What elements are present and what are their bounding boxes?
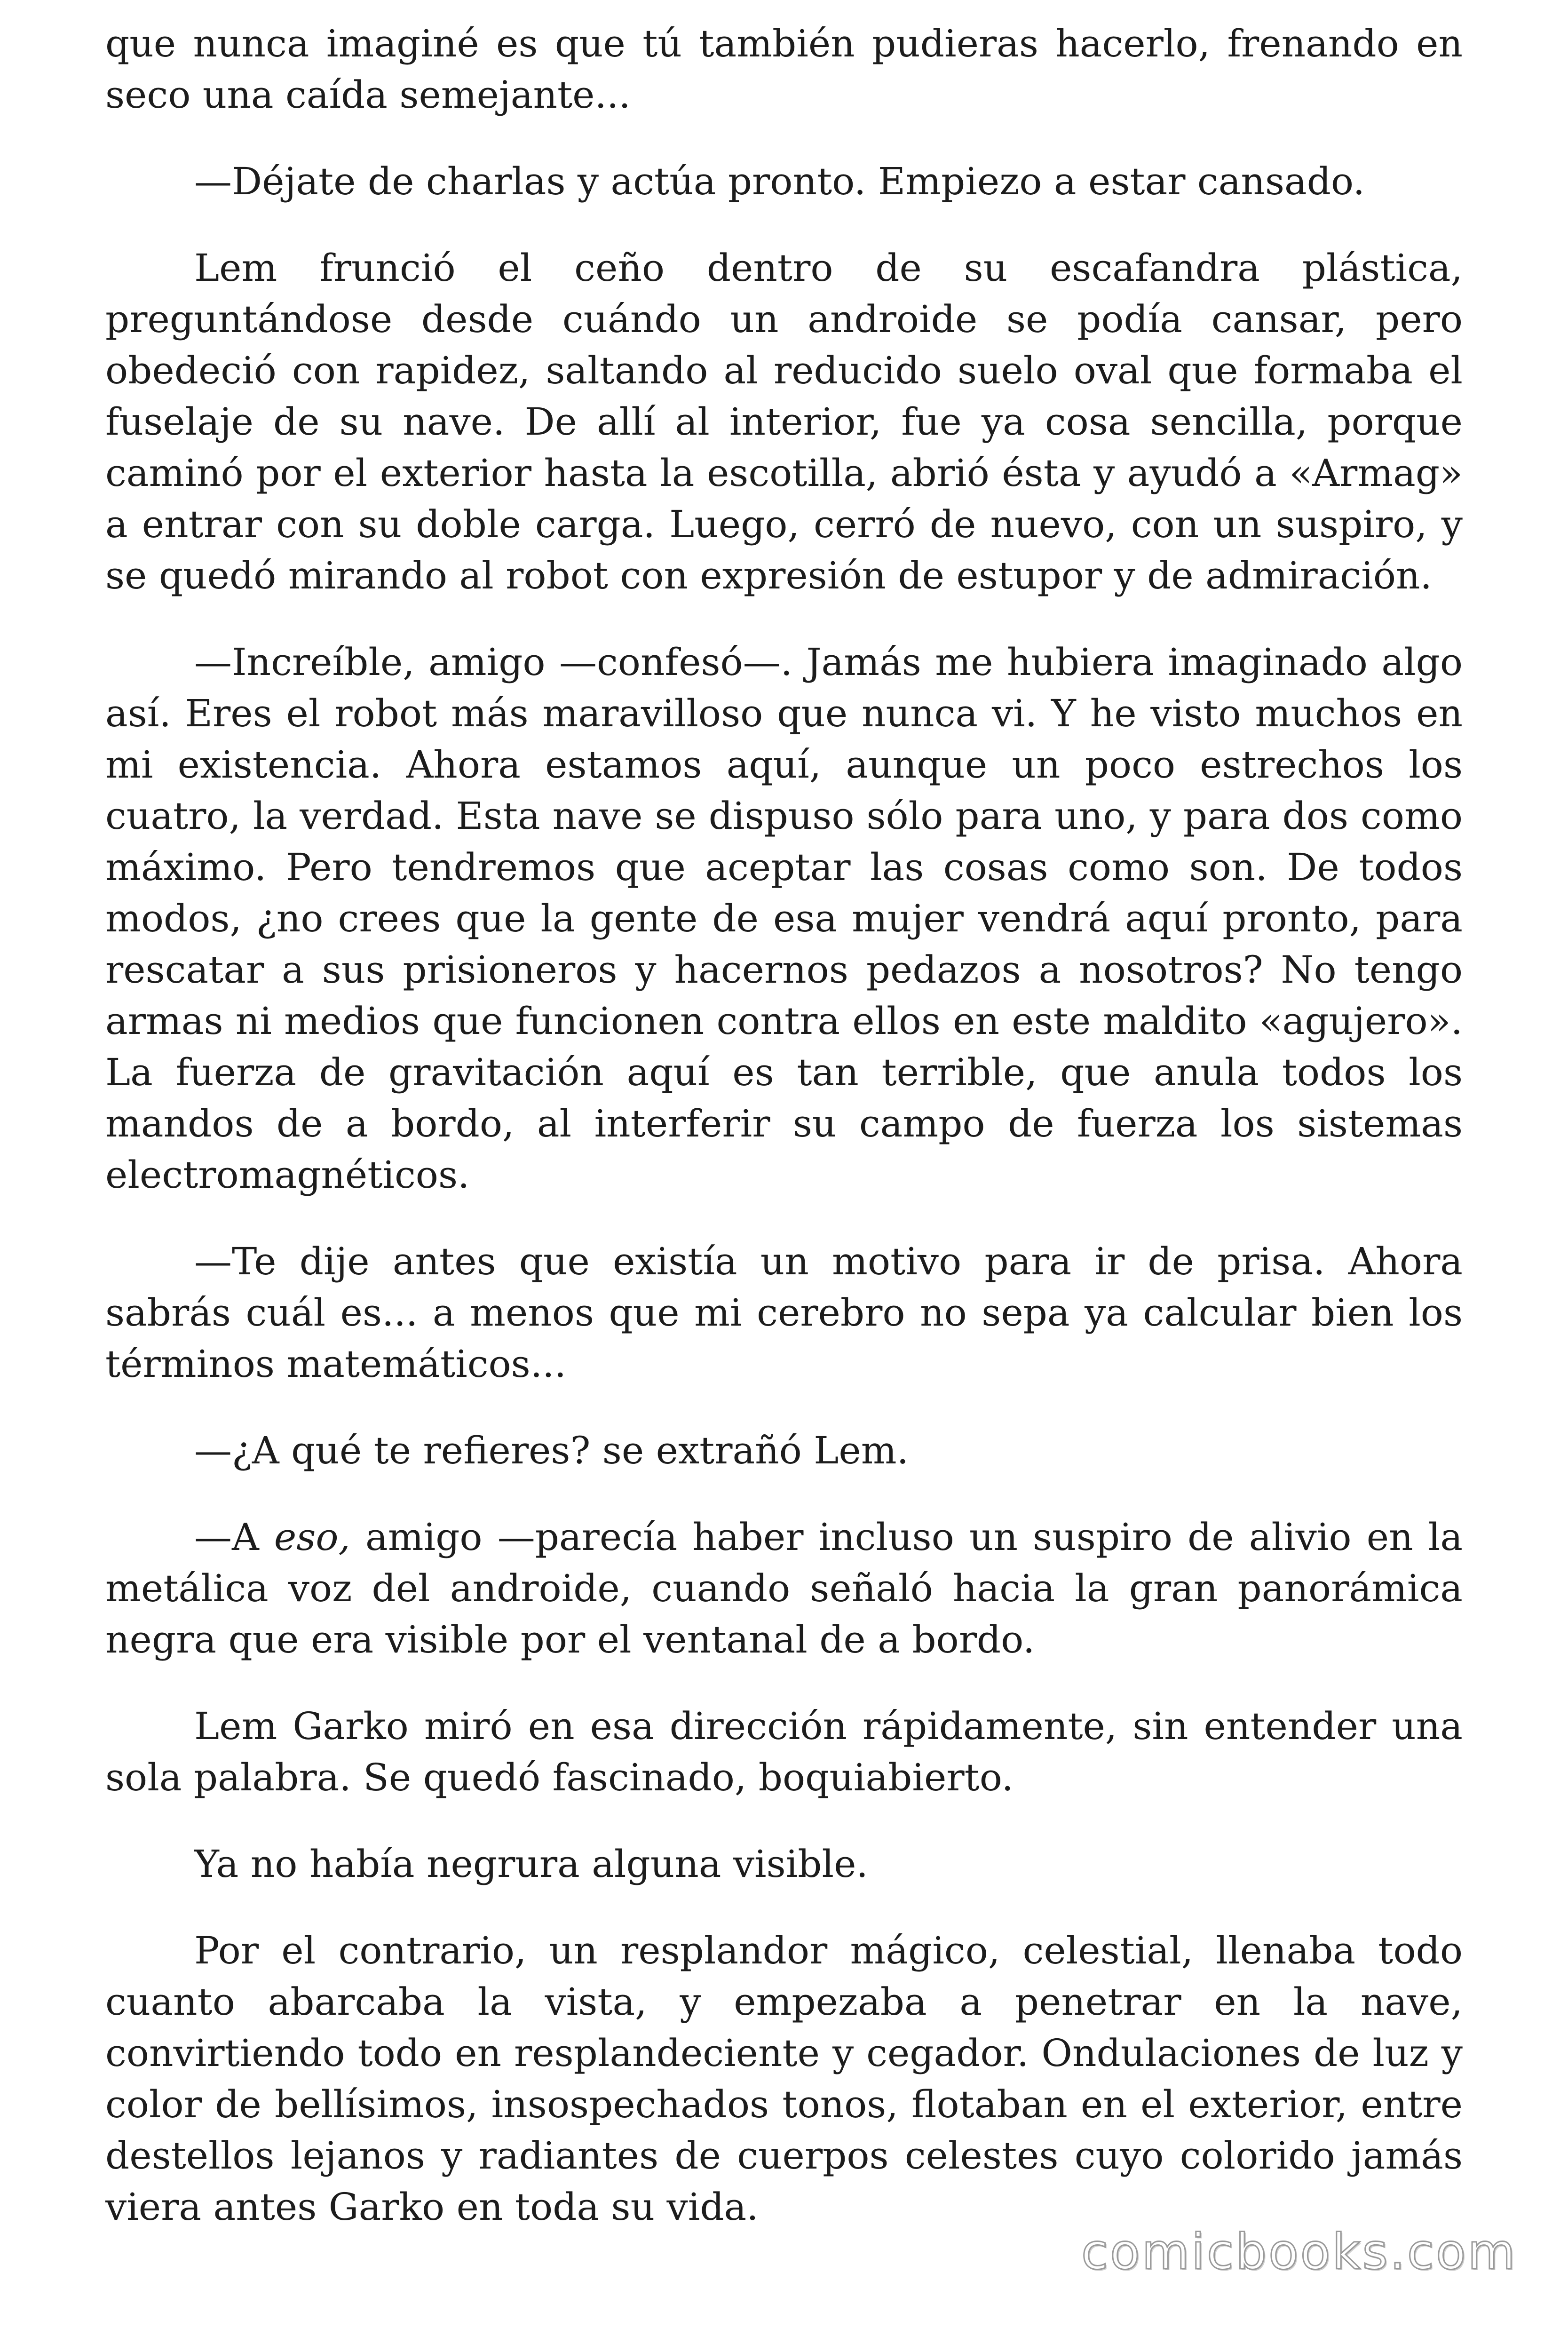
paragraph: Lem Garko miró en esa dirección rápidamente, sin entender una sola palabra. Se quedó fascinado, boquiabierto. (105, 1704, 1463, 1799)
paragraph: Ya no había negrura alguna visible. (194, 1842, 868, 1886)
paragraph: Lem frunció el ceño dentro de su escafandra plástica, preguntándose desde cuándo un androide se podía cansar, pero obedeció con rapidez, saltando al reducido suelo oval que formaba el fuselaje de su nave. De allí al interior, fue ya cosa sencilla, porque caminó por el exterior hasta la escotilla, abrió ésta y ayudó a «Armag» a entrar con su doble carga. Luego, cerró de nuevo, con un suspiro, y se quedó mirando al robot con expresión de estupor y de admiración. (105, 246, 1463, 597)
watermark-logo: comicbooks.com (1081, 2223, 1517, 2280)
paragraph-text-before: —A (194, 1515, 274, 1559)
paragraph: —Increíble, amigo —confesó—. Jamás me hubiera imaginado algo así. Eres el robot más maravilloso que nunca vi. Y he visto muchos en mi existencia. Ahora estamos aquí, aunque un poco estrechos los cuatro, la verdad. Esta nave se dispuso sólo para uno, y para dos como máximo. Pero tendremos que aceptar las cosas como son. De todos modos, ¿no crees que la gente de esa mujer vendrá aquí pronto, para rescatar a sus prisioneros y hacernos pedazos a nosotros? No tengo armas ni medios que funcionen contra ellos en este maldito «agujero». La fuerza de gravitación aquí es tan terrible, que anula todos los mandos de a bordo, al interferir su campo de fuerza los sistemas electromagnéticos. (105, 640, 1463, 1197)
paragraph-text-after: amigo —parecía haber incluso un suspiro de alivio en la metálica voz del androide, cuando señaló hacia la gran panorámica negra que era visible por el ventanal de a bordo. (105, 1515, 1463, 1661)
paragraph: —Déjate de charlas y actúa pronto. Empiezo a estar cansado. (194, 159, 1365, 203)
document-page (105, 18, 1463, 2268)
paragraph: —¿A qué te refieres? se extrañó Lem. (194, 1429, 909, 1472)
paragraph: —Te dije antes que existía un motivo para ir de prisa. Ahora sabrás cuál es... a menos que mi cerebro no sepa ya calcular bien los términos matemáticos... (105, 1240, 1463, 1386)
paragraph: Por el contrario, un resplandor mágico, celestial, llenaba todo cuanto abarcaba la vista, y empezaba a penetrar en la nave, convirtiendo todo en resplandeciente y cegador. Ondulaciones de luz y color de bellísimos, insospechados tonos, flotaban en el exterior, entre destellos lejanos y radiantes de cuerpos celestes cuyo colorido jamás viera antes Garko en toda su vida. (105, 1929, 1463, 2229)
emphasis-word: eso, (274, 1515, 350, 1559)
paragraph: que nunca imaginé es que tú también pudieras hacerlo, frenando en seco una caída semejante... (105, 22, 1463, 117)
paragraph-with-emphasis (105, 1511, 1463, 1665)
